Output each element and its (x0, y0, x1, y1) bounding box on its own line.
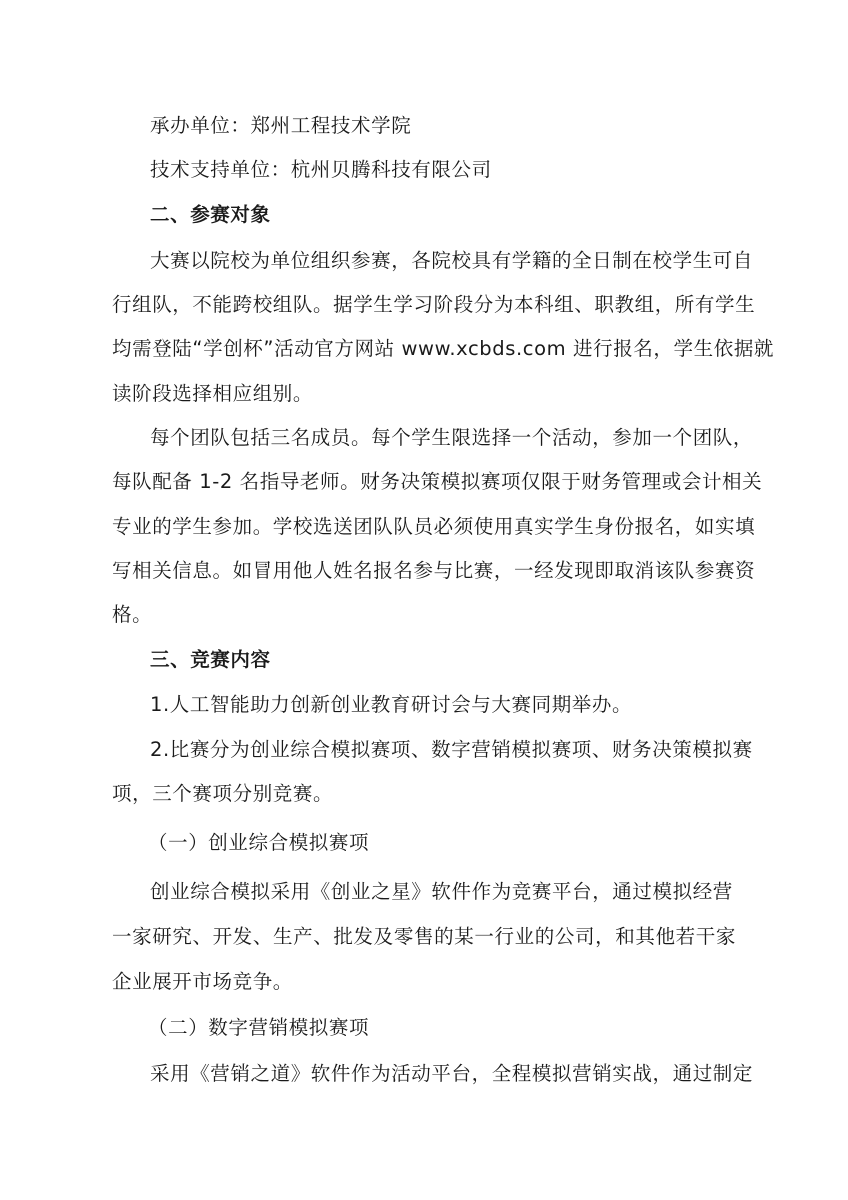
section-heading-content: 三、竞赛内容 (150, 648, 271, 671)
paragraph-line: 每队配备 1-2 名指导老师。财务决策模拟赛项仅限于财务管理或会计相关 (112, 470, 763, 493)
paragraph-line: 大赛以院校为单位组织参赛，各院校具有学籍的全日制在校学生可自 (150, 249, 754, 272)
paragraph-line: 专业的学生参加。学校选送团队队员必须使用真实学生身份报名，如实填 (112, 515, 756, 538)
paragraph-line: 写相关信息。如冒用他人姓名报名参与比赛，一经发现即取消该队参赛资 (112, 559, 756, 582)
paragraph-line: 创业综合模拟采用《创业之星》软件作为竞赛平台，通过模拟经营 (150, 880, 733, 903)
paragraph-line: 企业展开市场竞争。 (112, 970, 293, 993)
subsection-heading-marketing: （二）数字营销模拟赛项 (148, 1016, 370, 1039)
paragraph-line: 行组队，不能跨校组队。据学生学习阶段分为本科组、职教组，所有学生 (112, 293, 756, 316)
paragraph-line: 读阶段选择相应组别。 (112, 382, 314, 405)
list-item: 1.人工智能助力创新创业教育研讨会与大赛同期举办。 (150, 693, 633, 716)
paragraph-line: 一家研究、开发、生产、批发及零售的某一行业的公司，和其他若干家 (112, 925, 736, 948)
subsection-heading-entrepreneurship: （一）创业综合模拟赛项 (148, 831, 370, 854)
paragraph-line: 每个团队包括三名成员。每个学生限选择一个活动，参加一个团队， (150, 426, 754, 449)
organizer-line: 承办单位：郑州工程技术学院 (150, 114, 412, 137)
list-item-continuation: 项，三个赛项分别竞赛。 (112, 782, 334, 805)
tech-support-line: 技术支持单位：杭州贝腾科技有限公司 (150, 158, 492, 181)
list-item: 2.比赛分为创业综合模拟赛项、数字营销模拟赛项、财务决策模拟赛 (150, 738, 753, 761)
section-heading-participants: 二、参赛对象 (150, 203, 271, 226)
paragraph-line: 格。 (112, 603, 153, 626)
paragraph-line: 采用《营销之道》软件作为活动平台，全程模拟营销实战，通过制定 (150, 1062, 754, 1085)
paragraph-line: 均需登陆“学创杯”活动官方网站 www.xcbds.com 进行报名，学生依据就 (112, 337, 775, 360)
